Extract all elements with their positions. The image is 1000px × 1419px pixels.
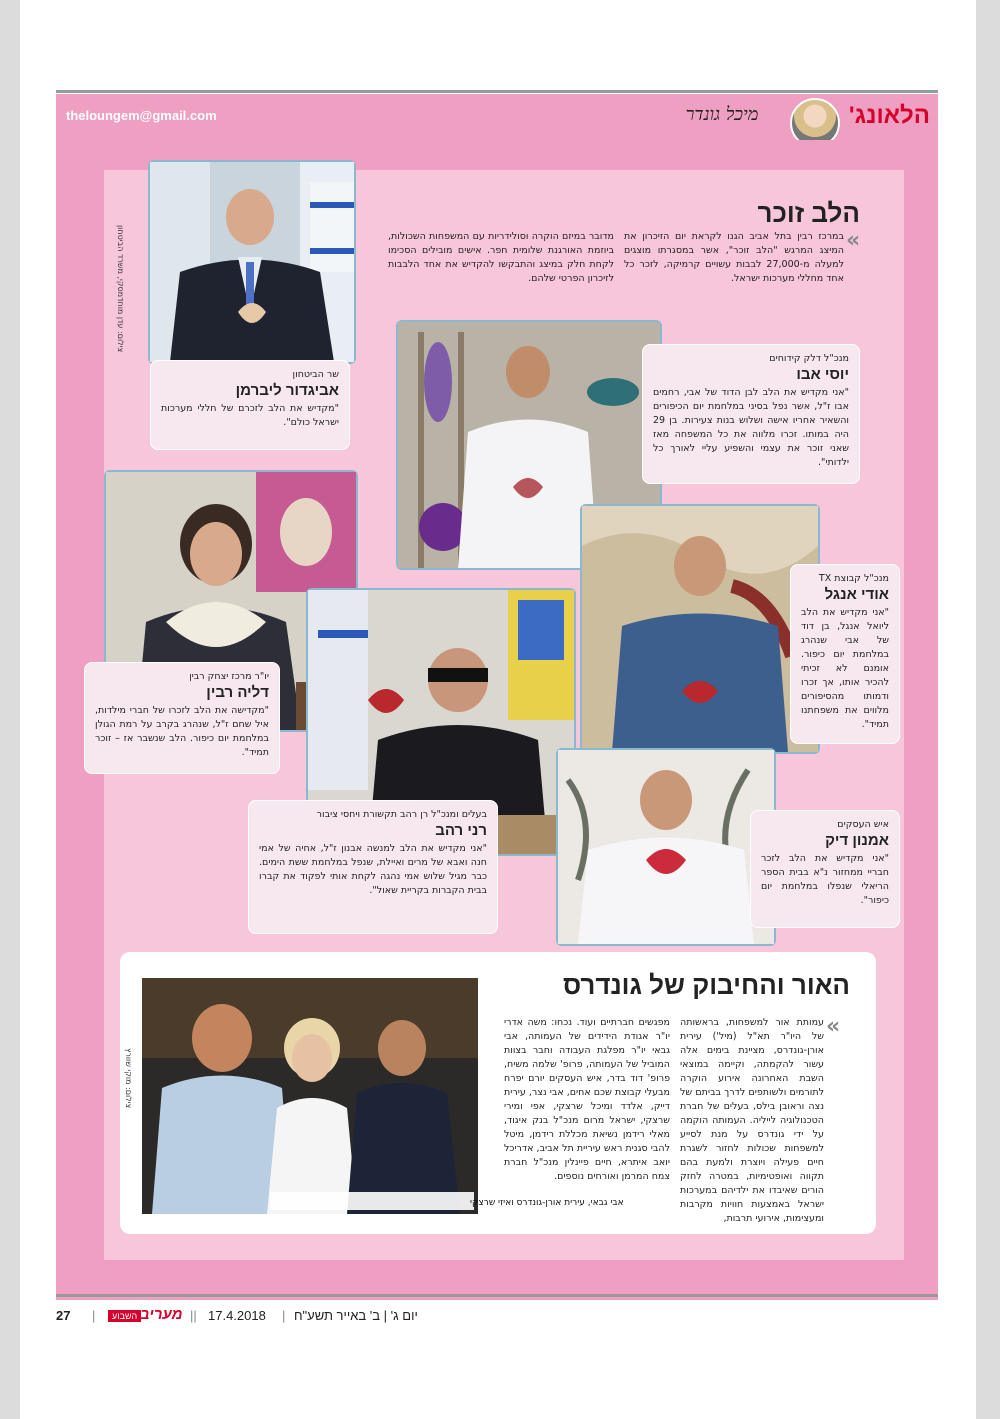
caption-udi-angel xyxy=(790,564,900,744)
caption-role: איש העסקים xyxy=(837,819,889,830)
caption-dalia-rabin xyxy=(84,662,280,774)
article-title: הלב זוכר xyxy=(757,198,860,228)
photo-credit: צילום: עדן מוחדמסקי, משרד הביטחון xyxy=(116,224,125,352)
article2-column-left: מפגשים חברתיים ועוד. נכחו: משה אדרי יו"ר אגודת הידידים של העמותה, אבי גבאי יו"ר מפלגת העבודה וחבר בצוות המוביל של העמותה, פרופ' שלמה משיח, פרופ' דוד בדר, איש העסקים יורם יפרח מבעלי קבוצת שכם אחים, אבי נצר, עירית דייק, אלדד ומיכל שרצקי, אפי ומירי שרצקי, ישראל מרום מנכ"ל בנק איגוד, מאלי רידמן נשיאת מכללת רידמן, מיטל להבי סגנית ראש עיריית תל אביב, אדריכל יואב איתרא, חיים פיינלין מנכ"ל חברת צמח המרמן ואורחים נוספים. xyxy=(504,1017,670,1182)
caption-quote: "אני מקדיש את הלב למנשה אבנון ז"ל, אחיה של אמי חנה ואבא של מרים ואיילת, שנפל במלחמת ששת הימים. כבר מגיל שלוש אמי נהגה לקחת אותי לפקוד את קברו בבית הקברות בקריית שאול". xyxy=(259,843,487,896)
caption-quote: "אני מקדיש את הלב לבן הדוד של אבי, רחמים אבו ז"ל, אשר נפל בסיני במלחמת יום הכיפורים והשאיר אחריו אישה ושלוש בנות צעירות. בן 29 היה במותו. זכרו מלווה את כל המשפחה מאז שאני זוכר את עצמי והשפיע עליי לאורך כל ילדותי". xyxy=(653,387,849,468)
caption-name: יוסי אבו xyxy=(796,366,849,383)
gala-photo-caption: אבי גבאי, עירית אורן-גונדרס ואיזי שרצקי xyxy=(470,1198,624,1208)
footer-separator: || xyxy=(190,1308,197,1323)
photo-udi-angel xyxy=(580,504,820,754)
caption-role: מנכ"ל דלק קידוחים xyxy=(769,353,849,364)
caption-name: אביגדור ליברמן xyxy=(235,382,339,399)
photo-amnon-dick xyxy=(556,748,776,946)
footer-separator: | xyxy=(92,1308,96,1323)
columnist-signature: מיכל גונדר xyxy=(685,104,759,125)
caption-role: שר הביטחון xyxy=(292,369,339,380)
photo-liberman-graphic xyxy=(150,162,354,362)
caption-role: מנכ"ל קבוצת TX xyxy=(818,573,889,584)
caption-quote: "מקדיש את הלב לזכרם של חללי מערכות ישראל כולם". xyxy=(161,403,339,428)
article-intro-right: במרכז רבין בתל אביב הגנו לקראת יום הזיכרון את המיצג המרגש "הלב זוכר", אשר במסגרתו מוצגים למעלה מ-27,000 לבבות עשויים קרמיקה, לזכר כל אחד מחללי מערכות ישראל. xyxy=(624,231,845,284)
photo-udi-angel-graphic xyxy=(582,506,818,752)
article2-column-right: עמותת אור למשפחות, בראשותה של היו"ר תא"ל (מיל') עירית אורן-גונדרס, מציינת בימים אלה עשור להקמתה, וקיימה במוצאי השבת האחרונה אירוע הוקרה לתורמים ולשותפים לדרך בביתם של נצה וראובן בילס, בעלים של חברת הטכנולוגיה לייליה. העמותה הוקמה על ידי גונדרס על מנת לסייע למשפחות שכולות לחזור לשגרת חיים פעילה ויוצרת ולמעת בהם תקווה ואופטימיות, במטרה לחזק הורים שאיבדו את ילדיהם במערכות ישראל באמצעות חוויות מקרבות ומעצימות, אירועי תרבות, xyxy=(680,1017,824,1224)
scan-edge-left xyxy=(0,0,20,1419)
caption-liberman xyxy=(150,360,350,450)
top-rule xyxy=(56,90,938,93)
magazine-page xyxy=(20,58,976,1360)
caption-quote: "אני מקדיש את הלב ליואל אנגל, בן דוד של אבי שנהרג במלחמת יום כיפור. אומנם לא זכיתי להכיר אותו, אך זכרו ודמותו מהסיפורים מלווים את משפחתנו תמיד". xyxy=(801,607,889,730)
caption-rani-rahav xyxy=(248,800,498,934)
footer-hebrew-date: יום ג' | ב' באייר תשע"ח xyxy=(294,1308,418,1323)
section-brand: הלאונג' xyxy=(848,102,930,129)
column-email: theloungem@gmail.com xyxy=(66,108,217,123)
caption-quote: "מקדישה את הלב לזכרו של חברי מילדות, איל שחם ז"ל, שנהרג בקרב על רמת הגולן במלחמת יום כיפור. הלב שנשבר אז – זוכר תמיד". xyxy=(95,705,269,758)
chevron-icon: « xyxy=(826,1014,841,1039)
publication-name: מעריב xyxy=(140,1306,183,1323)
caption-name: דליה רבין xyxy=(206,684,269,701)
caption-role: יו"ר מרכז יצחק רבין xyxy=(189,671,269,682)
caption-name: אודי אנגל xyxy=(824,586,889,603)
caption-role: בעלים ומנכ"ל רן רהב תקשורת ויחסי ציבור xyxy=(316,809,487,820)
bottom-rule xyxy=(56,1294,938,1297)
supplement-badge: השבוע xyxy=(108,1310,141,1322)
article-intro-left: מדובר במיזם הוקרה וסולידריות עם המשפחות השכולות, ביוזמת האורגנת שלומית חפר. אישים מובילים הסכימו לקחת חלק במיצג והתבקשו להקדיש את אחד הלבבות לזיכרון הפרטי שלהם. xyxy=(388,231,614,284)
caption-name: אמנון דיק xyxy=(825,832,889,849)
photo-credit: צילום: מוקי שוורץ xyxy=(124,1047,133,1108)
footer-separator: | xyxy=(282,1308,286,1323)
caption-yossi-abu xyxy=(642,344,860,484)
article2-title: האור והחיבוק של גונדרס xyxy=(562,970,850,1000)
page-number: 27 xyxy=(56,1308,71,1323)
photo-amnon-dick-graphic xyxy=(558,750,774,944)
caption-quote: "אני מקדיש את הלב לזכר חבריי ממחזור נ"א בבית הספר הריאלי שנפלו במלחמת יום כיפור". xyxy=(761,853,889,906)
scan-edge-right xyxy=(976,0,1000,1419)
caption-name: רני רהב xyxy=(435,822,487,839)
caption-amnon-dick xyxy=(750,810,900,928)
footer-date: 17.4.2018 xyxy=(208,1308,266,1323)
photo-liberman xyxy=(148,160,356,364)
chevron-icon: « xyxy=(846,228,861,253)
